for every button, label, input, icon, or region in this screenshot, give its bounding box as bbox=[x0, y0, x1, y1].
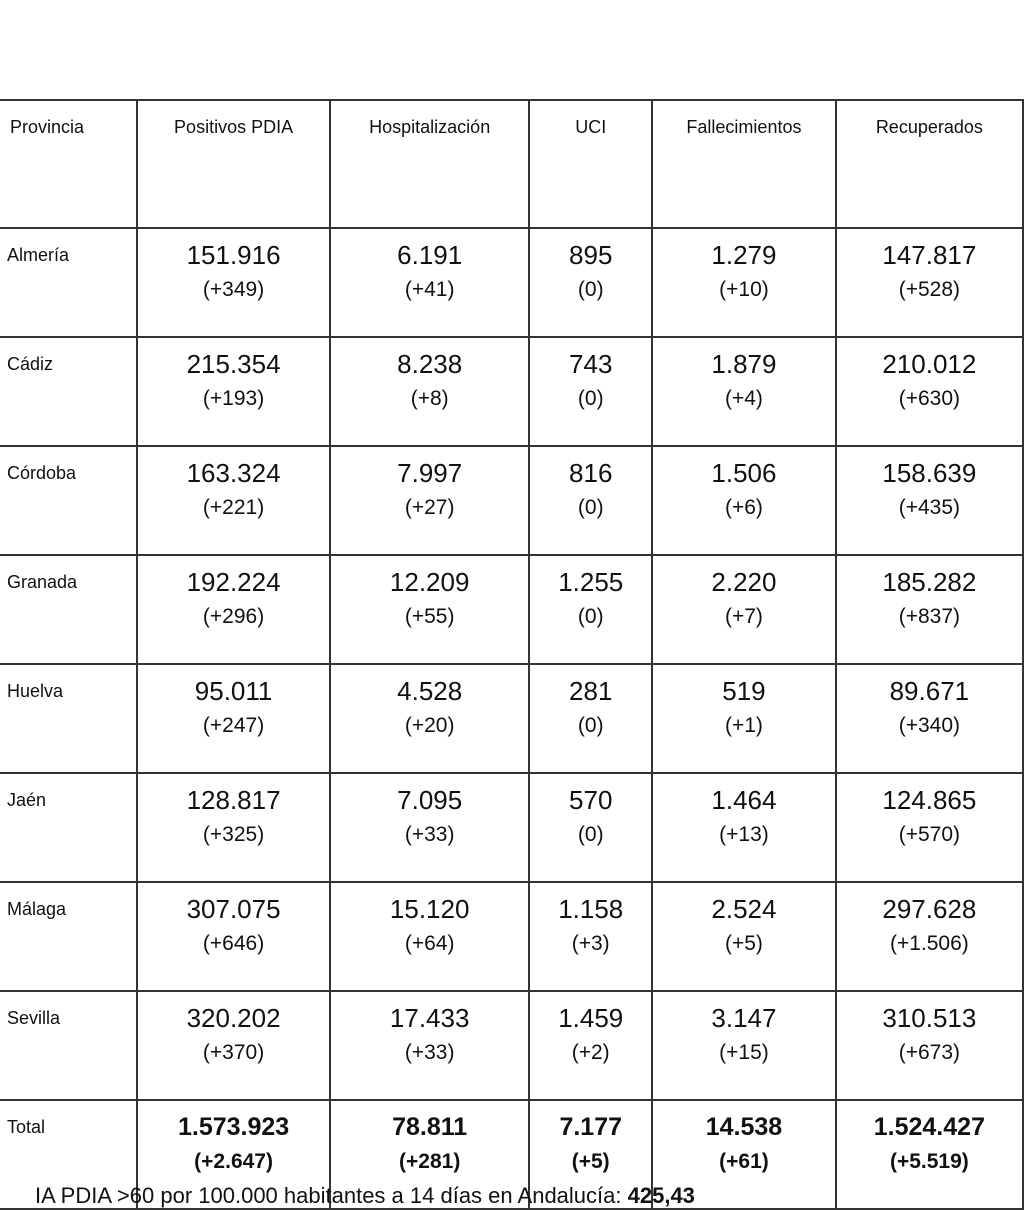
header-positivos: Positivos PDIA bbox=[137, 100, 330, 228]
table-row bbox=[0, 337, 1023, 446]
uci-value: 1.255 bbox=[558, 567, 624, 597]
header-hospitalizacion: Hospitalización bbox=[330, 100, 529, 228]
header-recuperados: Recuperados bbox=[836, 100, 1023, 228]
fallecimientos-cell bbox=[652, 337, 836, 446]
positivos-value: 192.224 bbox=[186, 567, 281, 597]
positivos-cell bbox=[137, 555, 330, 664]
recuperados-value: 124.865 bbox=[882, 785, 977, 815]
hospitalizacion-delta: (+41) bbox=[404, 278, 455, 301]
header-row bbox=[0, 100, 1023, 228]
hospitalizacion-value: 8.238 bbox=[397, 349, 463, 379]
recuperados-cell bbox=[836, 882, 1023, 991]
positivos-delta: (+370) bbox=[202, 1041, 265, 1064]
positivos-cell bbox=[137, 882, 330, 991]
provincia-cell: Huelva bbox=[0, 664, 137, 773]
hospitalizacion-delta: (+55) bbox=[404, 605, 455, 628]
fallecimientos-cell bbox=[652, 882, 836, 991]
recuperados-delta: (+570) bbox=[898, 823, 960, 846]
recuperados-cell bbox=[836, 228, 1023, 337]
recuperados-delta: (+340) bbox=[898, 714, 960, 737]
fallecimientos-value: 1.506 bbox=[711, 458, 777, 488]
provincia-cell: Jaén bbox=[0, 773, 137, 882]
positivos-cell bbox=[137, 773, 330, 882]
table-row bbox=[0, 991, 1023, 1100]
recuperados-delta: (+837) bbox=[898, 605, 960, 628]
uci-delta: (0) bbox=[577, 387, 604, 410]
recuperados-value: 210.012 bbox=[882, 349, 977, 379]
recuperados-value: 158.639 bbox=[882, 458, 977, 488]
uci-cell bbox=[529, 991, 652, 1100]
positivos-delta: (+296) bbox=[202, 605, 265, 628]
positivos-cell bbox=[137, 228, 330, 337]
uci-value: 570 bbox=[569, 785, 613, 815]
uci-delta: (+2) bbox=[571, 1041, 610, 1064]
provincia-cell: Sevilla bbox=[0, 991, 137, 1100]
covid-provinces-table bbox=[0, 99, 1024, 1210]
recuperados-delta: (+5.519) bbox=[889, 1150, 969, 1173]
provincia-cell: Total bbox=[0, 1100, 137, 1209]
recuperados-delta: (+630) bbox=[898, 387, 960, 410]
uci-value: 7.177 bbox=[559, 1113, 622, 1141]
fallecimientos-cell bbox=[652, 446, 836, 555]
recuperados-value: 310.513 bbox=[882, 1003, 977, 1033]
recuperados-cell bbox=[836, 664, 1023, 773]
recuperados-value: 185.282 bbox=[882, 567, 977, 597]
table-row bbox=[0, 882, 1023, 991]
positivos-delta: (+193) bbox=[202, 387, 265, 410]
positivos-delta: (+325) bbox=[202, 823, 265, 846]
recuperados-value: 297.628 bbox=[882, 894, 977, 924]
uci-cell bbox=[529, 664, 652, 773]
fallecimientos-delta: (+7) bbox=[724, 605, 763, 628]
footer-value: 425,43 bbox=[627, 1183, 695, 1208]
recuperados-delta: (+435) bbox=[898, 496, 960, 519]
hospitalizacion-delta: (+64) bbox=[404, 932, 455, 955]
fallecimientos-delta: (+4) bbox=[724, 387, 763, 410]
uci-cell bbox=[529, 446, 652, 555]
hospitalizacion-cell bbox=[330, 773, 529, 882]
positivos-cell bbox=[137, 446, 330, 555]
table-row bbox=[0, 773, 1023, 882]
hospitalizacion-value: 7.997 bbox=[397, 458, 463, 488]
uci-value: 1.158 bbox=[558, 894, 624, 924]
table-row bbox=[0, 228, 1023, 337]
positivos-delta: (+221) bbox=[202, 496, 265, 519]
fallecimientos-delta: (+1) bbox=[724, 714, 763, 737]
uci-delta: (0) bbox=[577, 605, 604, 628]
hospitalizacion-cell bbox=[330, 555, 529, 664]
recuperados-value: 1.524.427 bbox=[873, 1113, 985, 1141]
uci-cell bbox=[529, 337, 652, 446]
fallecimientos-cell bbox=[652, 991, 836, 1100]
recuperados-delta: (+673) bbox=[898, 1041, 960, 1064]
fallecimientos-value: 3.147 bbox=[711, 1003, 777, 1033]
table-body bbox=[0, 228, 1023, 1209]
positivos-delta: (+247) bbox=[202, 714, 265, 737]
uci-delta: (+5) bbox=[571, 1150, 610, 1173]
uci-value: 895 bbox=[569, 240, 613, 270]
fallecimientos-delta: (+6) bbox=[724, 496, 763, 519]
fallecimientos-delta: (+61) bbox=[719, 1150, 769, 1173]
positivos-value: 151.916 bbox=[186, 240, 281, 270]
fallecimientos-delta: (+10) bbox=[719, 278, 769, 301]
recuperados-cell bbox=[836, 337, 1023, 446]
positivos-cell bbox=[137, 337, 330, 446]
hospitalizacion-cell bbox=[330, 664, 529, 773]
hospitalizacion-cell bbox=[330, 446, 529, 555]
header-fallecimientos: Fallecimientos bbox=[652, 100, 836, 228]
uci-value: 816 bbox=[569, 458, 613, 488]
positivos-value: 95.011 bbox=[194, 676, 273, 706]
hospitalizacion-value: 78.811 bbox=[392, 1113, 468, 1141]
fallecimientos-delta: (+13) bbox=[719, 823, 769, 846]
provincia-cell: Granada bbox=[0, 555, 137, 664]
hospitalizacion-value: 15.120 bbox=[389, 894, 470, 924]
hospitalizacion-value: 6.191 bbox=[397, 240, 463, 270]
provincia-cell: Almería bbox=[0, 228, 137, 337]
hospitalizacion-delta: (+33) bbox=[404, 823, 455, 846]
covid-table-container bbox=[0, 99, 1024, 1210]
uci-value: 281 bbox=[569, 676, 613, 706]
table-row bbox=[0, 664, 1023, 773]
footer-note bbox=[35, 1183, 695, 1209]
fallecimientos-value: 1.464 bbox=[711, 785, 777, 815]
hospitalizacion-delta: (+20) bbox=[404, 714, 455, 737]
positivos-cell bbox=[137, 664, 330, 773]
positivos-value: 1.573.923 bbox=[177, 1113, 290, 1141]
recuperados-value: 147.817 bbox=[882, 240, 977, 270]
hospitalizacion-value: 4.528 bbox=[397, 676, 463, 706]
fallecimientos-cell bbox=[652, 555, 836, 664]
uci-delta: (+3) bbox=[571, 932, 610, 955]
positivos-delta: (+646) bbox=[202, 932, 265, 955]
fallecimientos-value: 519 bbox=[722, 676, 766, 706]
fallecimientos-cell bbox=[652, 773, 836, 882]
uci-cell bbox=[529, 882, 652, 991]
fallecimientos-value: 14.538 bbox=[705, 1113, 783, 1141]
fallecimientos-cell bbox=[652, 664, 836, 773]
hospitalizacion-value: 12.209 bbox=[389, 567, 470, 597]
uci-value: 743 bbox=[569, 349, 613, 379]
positivos-value: 128.817 bbox=[186, 785, 281, 815]
provincia-cell: Málaga bbox=[0, 882, 137, 991]
recuperados-cell bbox=[836, 773, 1023, 882]
hospitalizacion-value: 7.095 bbox=[397, 785, 463, 815]
table-row bbox=[0, 555, 1023, 664]
fallecimientos-value: 1.279 bbox=[711, 240, 777, 270]
uci-value: 1.459 bbox=[558, 1003, 624, 1033]
positivos-value: 163.324 bbox=[186, 458, 281, 488]
positivos-value: 215.354 bbox=[186, 349, 281, 379]
hospitalizacion-cell bbox=[330, 337, 529, 446]
recuperados-cell bbox=[836, 1100, 1023, 1209]
table-row bbox=[0, 446, 1023, 555]
fallecimientos-cell bbox=[652, 228, 836, 337]
uci-delta: (0) bbox=[577, 714, 604, 737]
recuperados-delta: (+528) bbox=[898, 278, 960, 301]
positivos-value: 307.075 bbox=[186, 894, 281, 924]
fallecimientos-delta: (+5) bbox=[724, 932, 763, 955]
fallecimientos-value: 2.524 bbox=[711, 894, 777, 924]
hospitalizacion-value: 17.433 bbox=[389, 1003, 470, 1033]
uci-delta: (0) bbox=[577, 496, 604, 519]
hospitalizacion-delta: (+33) bbox=[404, 1041, 455, 1064]
hospitalizacion-cell bbox=[330, 991, 529, 1100]
recuperados-cell bbox=[836, 991, 1023, 1100]
positivos-delta: (+349) bbox=[202, 278, 265, 301]
uci-delta: (0) bbox=[577, 278, 604, 301]
uci-cell bbox=[529, 228, 652, 337]
fallecimientos-delta: (+15) bbox=[719, 1041, 769, 1064]
header-uci: UCI bbox=[529, 100, 652, 228]
fallecimientos-value: 1.879 bbox=[711, 349, 777, 379]
uci-delta: (0) bbox=[577, 823, 604, 846]
hospitalizacion-delta: (+281) bbox=[399, 1150, 461, 1173]
hospitalizacion-delta: (+8) bbox=[410, 387, 449, 410]
uci-cell bbox=[529, 555, 652, 664]
positivos-delta: (+2.647) bbox=[194, 1150, 273, 1173]
header-provincia: Provincia bbox=[0, 100, 137, 228]
uci-cell bbox=[529, 773, 652, 882]
positivos-cell bbox=[137, 991, 330, 1100]
positivos-value: 320.202 bbox=[186, 1003, 281, 1033]
recuperados-delta: (+1.506) bbox=[889, 932, 969, 955]
provincia-cell: Córdoba bbox=[0, 446, 137, 555]
hospitalizacion-cell bbox=[330, 882, 529, 991]
hospitalizacion-cell bbox=[330, 228, 529, 337]
recuperados-cell bbox=[836, 555, 1023, 664]
hospitalizacion-delta: (+27) bbox=[404, 496, 455, 519]
provincia-cell: Cádiz bbox=[0, 337, 137, 446]
fallecimientos-value: 2.220 bbox=[711, 567, 777, 597]
recuperados-cell bbox=[836, 446, 1023, 555]
footer-text: IA PDIA >60 por 100.000 habitantes a 14 días en Andalucía: bbox=[35, 1183, 628, 1208]
recuperados-value: 89.671 bbox=[889, 676, 970, 706]
